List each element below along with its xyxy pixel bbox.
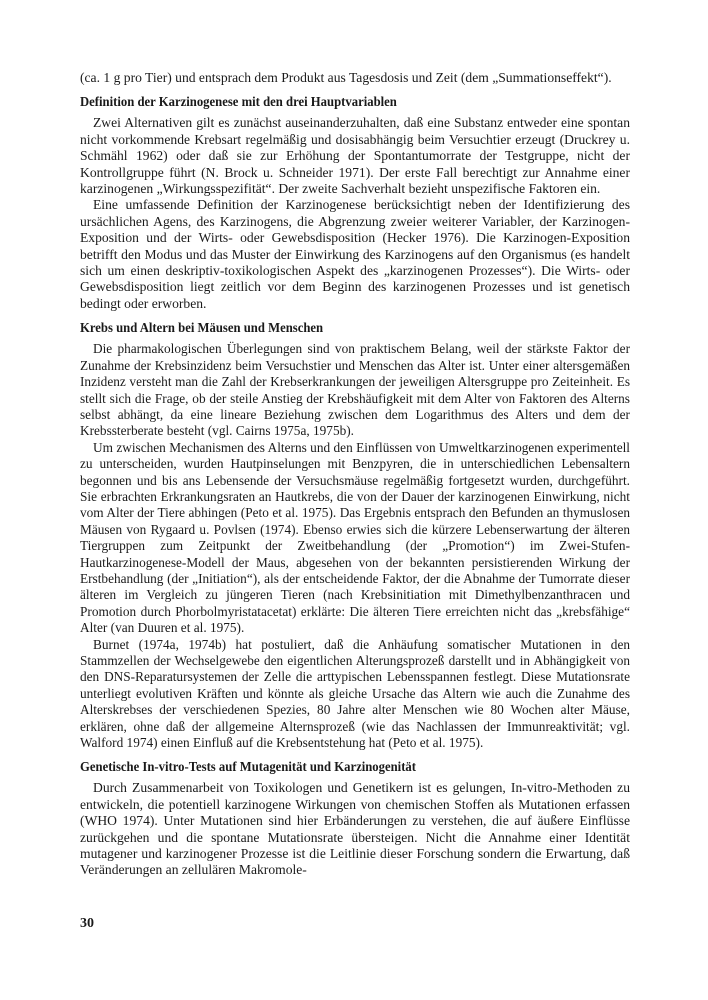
paragraph: Burnet (1974a, 1974b) hat postuliert, daß die Anhäufung somatischer Mutationen in den Stammzellen der Wechselgewebe den eigentlichen Alterungsprozeß darstellt und in Abhängigkeit von den DNS-Reparatursystemen der Zelle die arttypischen Lebensspannen festlegt. Diese Mutationsrate unterliegt evolutiven Kräften und könnte als gleiche Ursache das Altern wie auch die Zunahme des Alterskrebses der verschiedenen Spezies, 80 Jahre alter Menschen wie 80 Wochen alter Mäuse, erklären, ohne daß der allgemeine Alternsprozeß (wie das Nachlassen der Immunreaktivität; vgl. Walford 1974) einen Einfluß auf die Krebsentstehung hat (Peto et al. 1975). — [80, 636, 630, 751]
paragraph: Durch Zusammenarbeit von Toxikologen und Genetikern ist es gelungen, In-vitro-Methoden zu entwickeln, die potentiell karzinogene Wirkungen von chemischen Stoffen als Mutationen erfassen (WHO 1974). Unter Mutationen sind hier Erbänderungen zu verstehen, die auf äußere Einflüsse zurückgehen und die spontane Mutationsrate übersteigen. Nicht die Annahme einer Identität mutagener und karzinogener Prozesse ist die Leitlinie dieser Forschung sondern die Erwartung, daß Veränderungen an zellulären Makromole- — [80, 780, 630, 878]
page-number: 30 — [80, 916, 94, 931]
section-heading-definition: Definition der Karzinogenese mit den drei Hauptvariablen — [80, 94, 397, 110]
continuation-paragraph: (ca. 1 g pro Tier) und entsprach dem Produkt aus Tagesdosis und Zeit (dem „Summationseffekt“). — [80, 70, 612, 85]
paragraph: Um zwischen Mechanismen des Alterns und den Einflüssen von Umweltkarzinogenen experimentell zu unterscheiden, wurden Hautpinselungen mit Benzpyren, die in unterschiedlichen Lebensaltern begonnen und bis ans Lebensende der Versuchsmäuse regelmäßig fortgesetzt wurden, durchgeführt. Sie erbrachten Erkrankungsraten an Hautkrebs, die von der Dauer der karzinogenen Einwirkung, nicht vom Alter der Tiere abhingen (Peto et al. 1975). Das Ergebnis entsprach den Befunden an thymuslosen Mäusen von Rygaard u. Povlsen (1974). Ebenso erwies sich die kürzere Lebenserwartung der älteren Tiergruppen zum Zeitpunkt der Zweitbehandlung (der „Promotion“) im Zwei-Stufen-Hautkarzinogenese-Modell der Maus, abgesehen von der bekannten persistierenden Wirkung der Erstbehandlung (der „Initiation“), als der entscheidende Faktor, der die Abnahme der Tumorrate dieser älteren im Vergleich zu jüngeren Tieren (nach Krebsinitiation mit Dimethylbenzanthracen und Promotion durch Phorbolmyristatacetat) erklärte: Die älteren Tiere erreichten nicht das „krebsfähige“ Alter (van Duuren et al. 1975). — [80, 439, 630, 636]
paragraph: Die pharmakologischen Überlegungen sind von praktischem Belang, weil der stärkste Faktor der Zunahme der Krebsinzidenz beim Versuchstier und Menschen das Alter ist. Unter einer altersgemäßen Inzidenz versteht man die Zahl der Krebserkrankungen der jeweiligen Altersgruppe pro Zeiteinheit. Es stellt sich die Frage, ob der steile Anstieg der Krebshäufigkeit mit dem Alter von Faktoren des Alterns selbst abhängt, da eine lineare Beziehung zwischen dem Logarithmus des Alters und dem der Krebssterberate besteht (vgl. Cairns 1975a, 1975b). — [80, 341, 630, 439]
section-heading-genetische-tests: Genetische In-vitro-Tests auf Mutagenität und Karzinogenität — [80, 759, 417, 775]
section-body — [80, 341, 630, 751]
section-heading-krebs-altern: Krebs und Altern bei Mäusen und Menschen — [80, 320, 324, 336]
text-column — [80, 70, 630, 879]
paragraph: Zwei Alternativen gilt es zunächst auseinanderzuhalten, daß eine Substanz entweder eine spontan nicht vorkommende Krebsart regelmäßig und dosisabhängig beim Versuchtier erzeugt (Druckrey u. Schmähl 1962) oder daß sie zur Erhöhung der Spontantumorrate der Testgruppe, nicht der Kontrollgruppe führt (N. Brock u. Schneider 1971). Der erste Fall berechtigt zur Annahme einer karzinogenen „Wirkungsspezifität“. Der zweite Sachverhalt bezieht unspezifische Faktoren ein. — [80, 115, 630, 197]
paragraph: Eine umfassende Definition der Karzinogenese berücksichtigt neben der Identifizierung des ursächlichen Agens, des Karzinogens, die Abgrenzung zweier weiterer Variabler, der Karzinogen-Exposition und der Wirts- oder Gewebsdisposition (Hecker 1976). Die Karzinogen-Exposition betrifft den Modus und das Muster der Einwirkung des Karzinogens auf den Organismus (es handelt sich um einen deskriptiv-toxikologischen Aspekt des „karzinogenen Prozesses“). Die Wirts- oder Gewebsdisposition liegt zeitlich vor dem Beginn des karzinogenen Prozesses und ist genetisch bedingt oder erworben. — [80, 197, 630, 311]
